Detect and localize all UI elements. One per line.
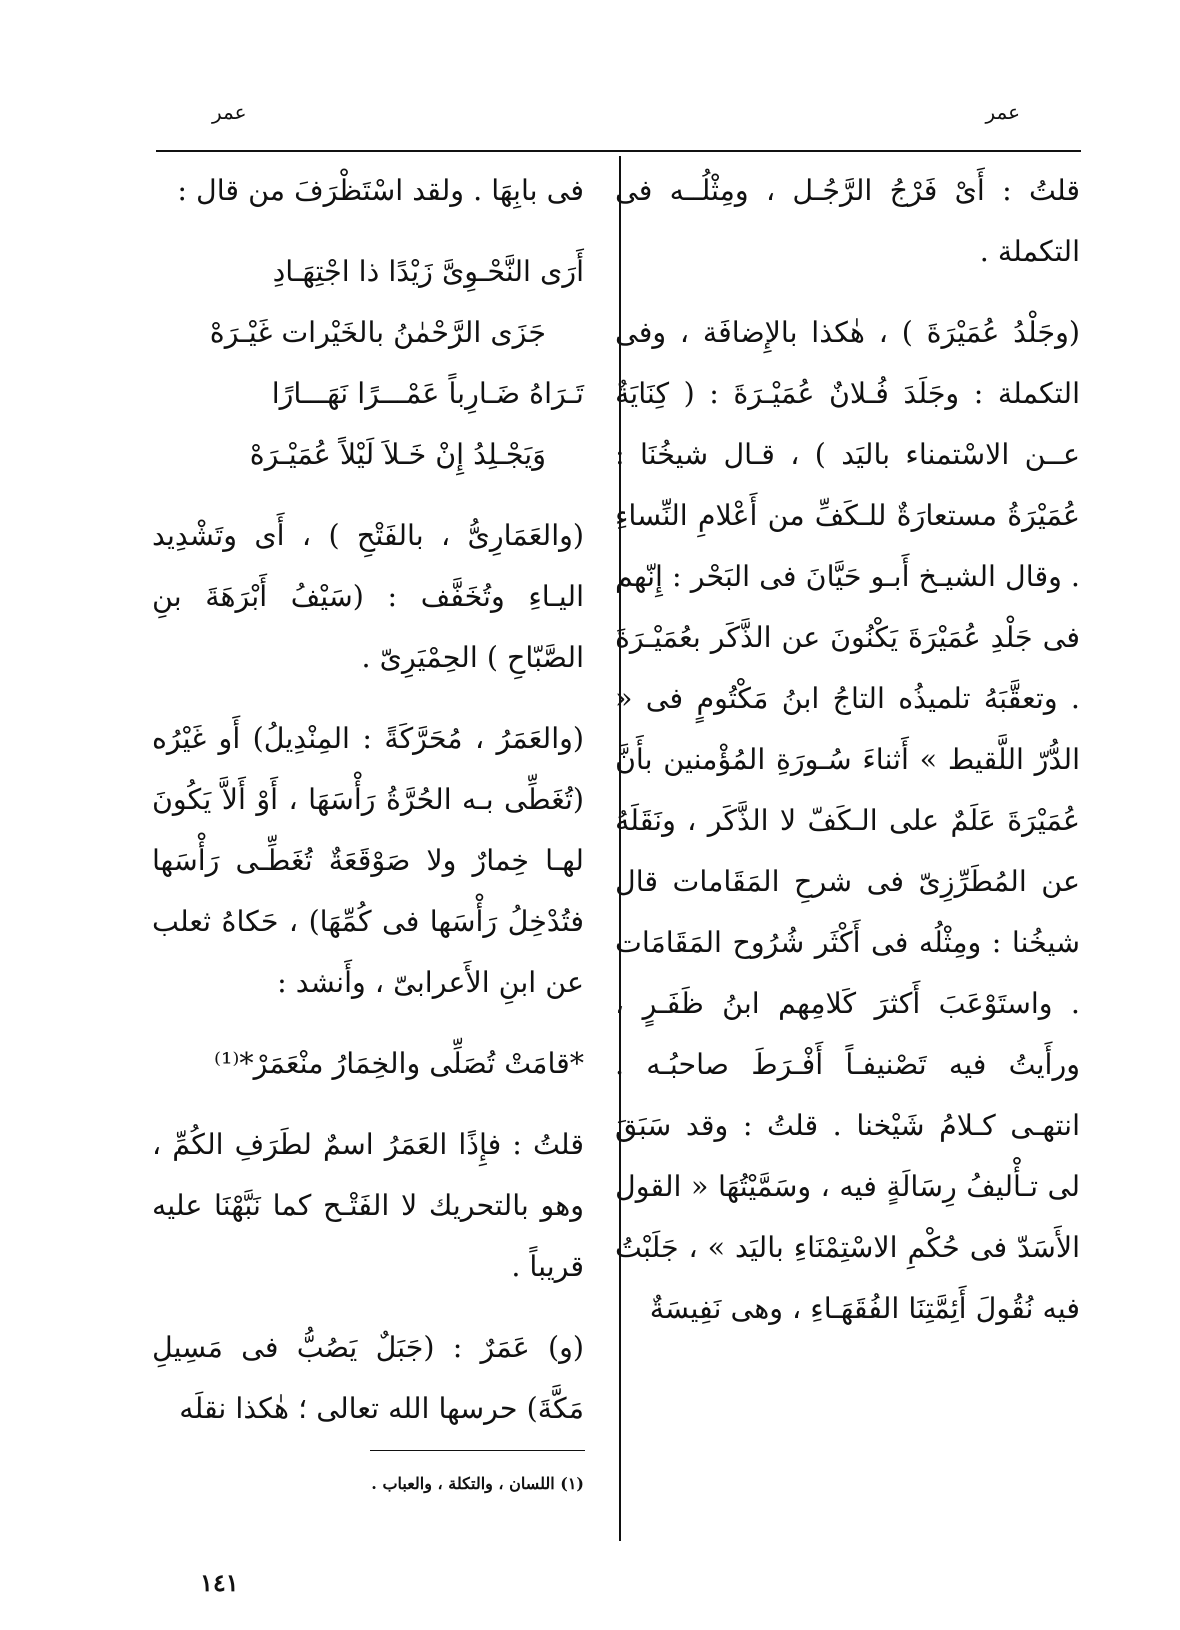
paragraph: قلتُ : أَىْ فَرْجُ الرَّجُـل ، ومِثْلُــه فى التكملة . [615, 174, 1080, 268]
paragraph: (و) عَمَرٌ : (جَبَلٌ يَصُبُّ فى مَسِيلِ مَكَّةَ) حرسها الله تعالى ؛ هٰكذا نقلَه [152, 1331, 584, 1425]
right-column [615, 160, 1080, 1359]
paragraph-intro: فى بابِهَا . ولقد اسْتَظْرَفَ من قال : [177, 174, 584, 207]
paragraph: (وجَلْدُ عُمَيْرَةَ ) ، هٰكذا بالإِضافَة ، وفى التكملة : وجَلَدَ فُـلانٌ عُمَيْـرَةَ : ( كِنَايَةٌ عــن الاسْتمناء باليَد ) ، قـال شيخُنَا : عُمَيْرَةُ مستعارَةٌ للـكَفِّ من أَعْلامِ النِّساءِ . وقال الشيـخ أَبـو حَيَّانَ فى البَحْر : إِنّهم فى جَلْدِ عُمَيْرَةَ يَكْنُونَ عن الذَّكَر بعُمَيْـرَةَ . وتعقَّبَهُ تلميذُه التاجُ ابنُ مَكْتُومٍ فى « الدُّرّ اللَّقيط » أَثناءَ سُـورَةِ المُؤْمنين بأَنَّ عُمَيْرَةَ عَلَمٌ على الـكَفّ لا الذَّكَر ، ونَقَلَهُ عن المُطَرِّزِىّ فى شرحِ المَقَامات قال شيخُنا : ومِثْلُه فى أَكْثَر شُرُوح المَقَامَات . واستَوْعَبَ أَكثرَ كَلامِهم ابنُ ظَفَـرٍ ، ورأَيتُ فيه تَصْنيفـاً أَفْـرَطَ صاحبُـه . انتهـى كـلامُ شَيْخنا . قلتُ : وقد سَبَقَ لى تـأْليفُ رِسَالَةٍ فيه ، وسَمَّيْتُهَا « القول الأَسَدّ فى حُكْمِ الاسْتِمْنَاءِ باليَد » ، جَلَبْتُ فيه نُقُولَ أَئِمَّتِنَا الفُقَهَـاءِ ، وهى نَفِيسَةٌ [615, 316, 1080, 1325]
footnote: (١) اللسان ، والتكلة ، والعباب . [371, 1474, 584, 1493]
footnote-rule [370, 1450, 585, 1451]
page-number: ١٤١ [200, 1568, 239, 1597]
running-header-right: عمر [985, 100, 1020, 124]
verse-line: أَرَى النَّحْـوِىَّ زَيْدًا ذا اجْتِهَـادِ [272, 255, 584, 288]
running-header-left: عمر [212, 100, 247, 124]
left-column [152, 160, 584, 1459]
paragraph: (والعَمَارِىُّ ، بالفَتْحِ ) ، أَى وتَشْدِيد اليـاءِ وتُخَفَّف : (سَيْفُ أَبْرَهَةَ بنِ الصَّبّاحِ ) الحِمْيَرِىّ . [152, 519, 584, 674]
paragraph: (والعَمَرُ ، مُحَرَّكَةً : المِنْدِيلُ) أَو غَيْرُه (تُغَطِّى بـه الحُرَّةُ رَأْسَهَا ، أَوْ أَلاَّ يَكُونَ لهـا خِمارٌ ولا صَوْقَعَةٌ تُغَطِّـى رَأْسَها فتُدْخِلُ رَأْسَها فى كُمِّهَا) ، حَكاهُ ثعلب عن ابنِ الأَعرابىّ ، وأَنشد : [152, 722, 584, 999]
quoted-verse: *قامَتْ تُصَلِّى والخِمَارُ منْعَمَرْ*⁽¹⁾ [213, 1047, 584, 1080]
header-rule [156, 150, 1081, 152]
verse-line: جَزَى الرَّحْمٰنُ بالخَيْرات غَيْـرَهْ [209, 316, 546, 349]
paragraph: قلتُ : فإِذًا العَمَرُ اسمٌ لطَرَفِ الكُمِّ ، وهو بالتحريك لا الفَتْـح كما نَبَّهْنَا عليه قريباً . [152, 1128, 584, 1283]
verse-line: تَـرَاهُ ضَـارِباً عَمْـــرًا نَهَـــارًا [271, 377, 584, 410]
verse-line: وَيَجْـلِدُ إِنْ خَـلاَ لَيْلاً عُمَيْـرَهْ [249, 438, 546, 471]
